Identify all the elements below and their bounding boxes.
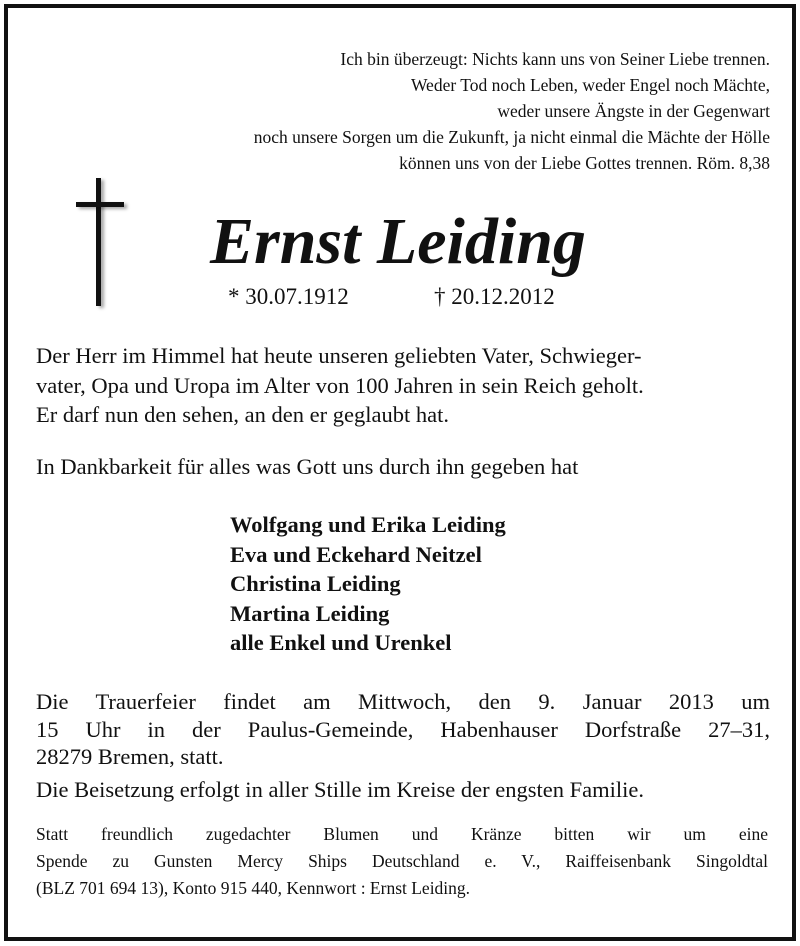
announcement-line: Der Herr im Himmel hat heute unseren geliebten Vater, Schwieger-: [36, 343, 642, 368]
signer: Martina Leiding: [230, 600, 390, 626]
thanks-text: In Dankbarkeit für alles was Gott uns durch ihn gegeben hat: [36, 454, 579, 479]
burial-text: Die Beisetzung erfolgt in aller Stille im Kreise der engsten Familie.: [36, 777, 644, 802]
death-date: † 20.12.2012: [434, 284, 555, 309]
signer: alle Enkel und Urenkel: [230, 630, 452, 655]
signer: Eva und Eckehard Neitzel: [230, 541, 482, 567]
service-line: 28279 Bremen, statt.: [36, 744, 224, 769]
donation-line: Spende zu Gunsten Mercy Ships Deutschland e. V., Raiffeisenbank Singoldtal: [36, 851, 768, 871]
announcement-text: [36, 341, 770, 430]
signer: Wolfgang und Erika Leiding: [230, 512, 506, 537]
signer: Christina Leiding: [230, 571, 401, 596]
verse-line: können uns von der Liebe Gottes trennen. Röm. 8,38: [399, 153, 770, 173]
verse-line: Weder Tod noch Leben, weder Engel noch Mächte,: [410, 75, 770, 95]
verse-line: Ich bin überzeugt: Nichts kann uns von Seiner Liebe trennen.: [340, 49, 770, 69]
cross-icon: [72, 178, 128, 308]
verse-line: noch unsere Sorgen um die Zukunft, ja nicht einmal die Mächte der Hölle: [253, 127, 770, 147]
donation-line: Statt freundlich zugedachter Blumen und Kränze bitten wir um eine: [36, 824, 768, 844]
donation-line: (BLZ 701 694 13), Konto 915 440, Kennwort : Ernst Leiding.: [36, 878, 471, 898]
donation-text: [36, 821, 768, 902]
announcement-line: vater, Opa und Uropa im Alter von 100 Jahren in sein Reich geholt.: [36, 372, 644, 398]
birth-date: * 30.07.1912: [228, 284, 349, 309]
service-line: 15 Uhr in der Paulus-Gemeinde, Habenhauser Dorfstraße 27–31,: [36, 716, 770, 742]
service-line: Die Trauerfeier findet am Mittwoch, den 9. Januar 2013 um: [36, 689, 770, 714]
deceased-name: Ernst Leiding: [210, 205, 586, 278]
verse-line: weder unsere Ängste in der Gegenwart: [497, 101, 770, 121]
funeral-service-text: [36, 688, 770, 771]
signers-list: [230, 510, 506, 658]
bible-verse: [254, 46, 770, 176]
life-dates: [228, 283, 555, 311]
announcement-line: Er darf nun den sehen, an den er geglaubt hat.: [36, 402, 449, 427]
